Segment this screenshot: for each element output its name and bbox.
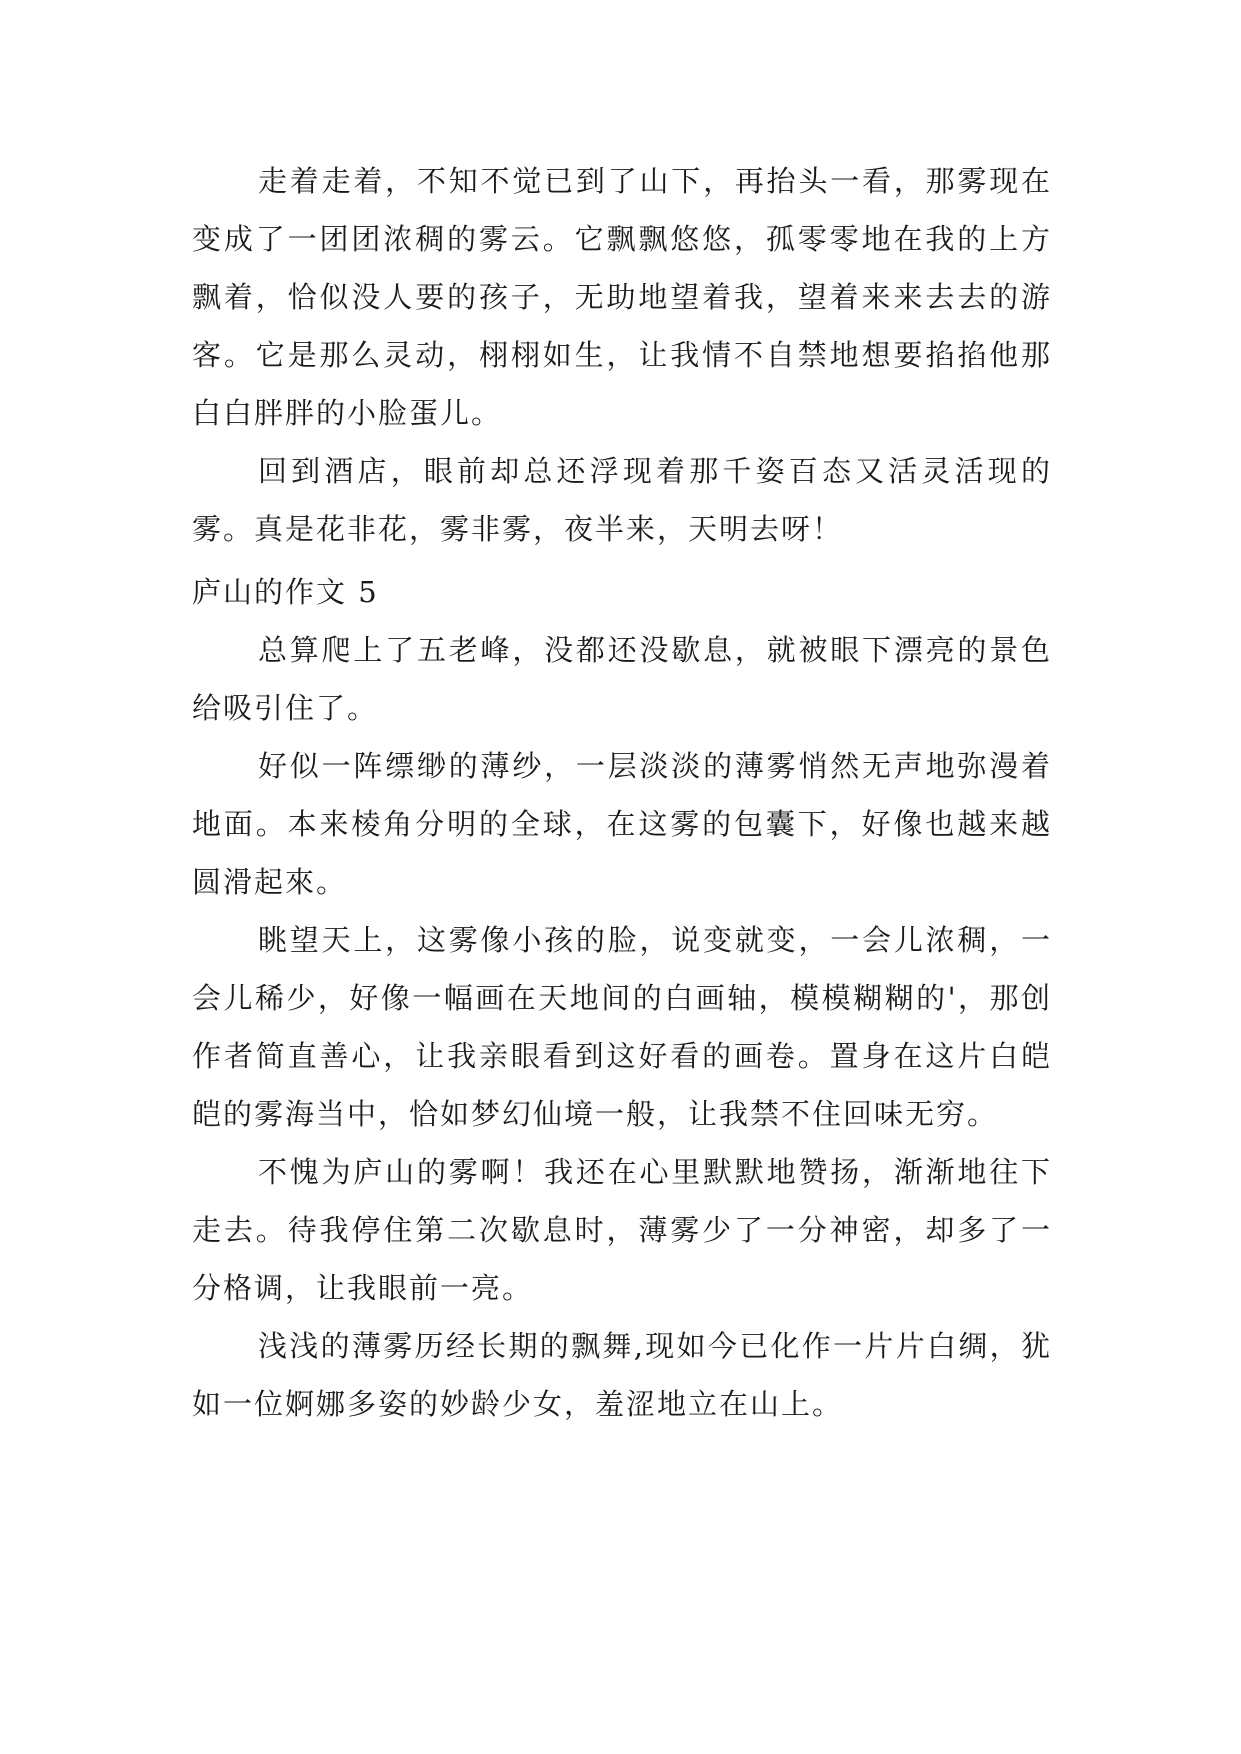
essay-section-5 [192, 563, 1052, 1433]
paragraph: 不愧为庐山的雾啊！我还在心里默默地赞扬，渐渐地往下走去。待我停住第二次歇息时，薄雾少了一分神密，却多了一分格调，让我眼前一亮。 [192, 1155, 1052, 1305]
paragraph: 浅浅的薄雾历经长期的飘舞,现如今已化作一片片白绸，犹如一位婀娜多姿的妙龄少女，羞涩地立在山上。 [192, 1329, 1052, 1421]
paragraph: 总算爬上了五老峰，没都还没歇息，就被眼下漂亮的景色给吸引住了。 [192, 633, 1052, 725]
paragraph: 走着走着，不知不觉已到了山下，再抬头一看，那雾现在变成了一团团浓稠的雾云。它飘飘悠悠，孤零零地在我的上方飘着，恰似没人要的孩子，无助地望着我，望着来来去去的游客。它是那么灵动，栩栩如生，让我情不自禁地想要掐掐他那白白胖胖的小脸蛋儿。 [192, 164, 1052, 430]
section-title: 庐山的作文 5 [192, 575, 379, 609]
paragraph: 好似一阵缥缈的薄纱，一层淡淡的薄雾悄然无声地弥漫着地面。本来棱角分明的全球，在这雾的包囊下，好像也越来越圆滑起來。 [192, 749, 1052, 899]
previous-section-continuation [192, 152, 1052, 558]
paragraph: 回到酒店，眼前却总还浮现着那千姿百态又活灵活现的雾。真是花非花，雾非雾，夜半来，天明去呀！ [192, 454, 1052, 546]
paragraph: 眺望天上，这雾像小孩的脸，说变就变，一会儿浓稠，一会儿稀少，好像一幅画在天地间的白画轴，模模糊糊的'，那创作者简直善心，让我亲眼看到这好看的画卷。置身在这片白皑皑的雾海当中，恰如梦幻仙境一般，让我禁不住回味无穷。 [192, 923, 1052, 1131]
